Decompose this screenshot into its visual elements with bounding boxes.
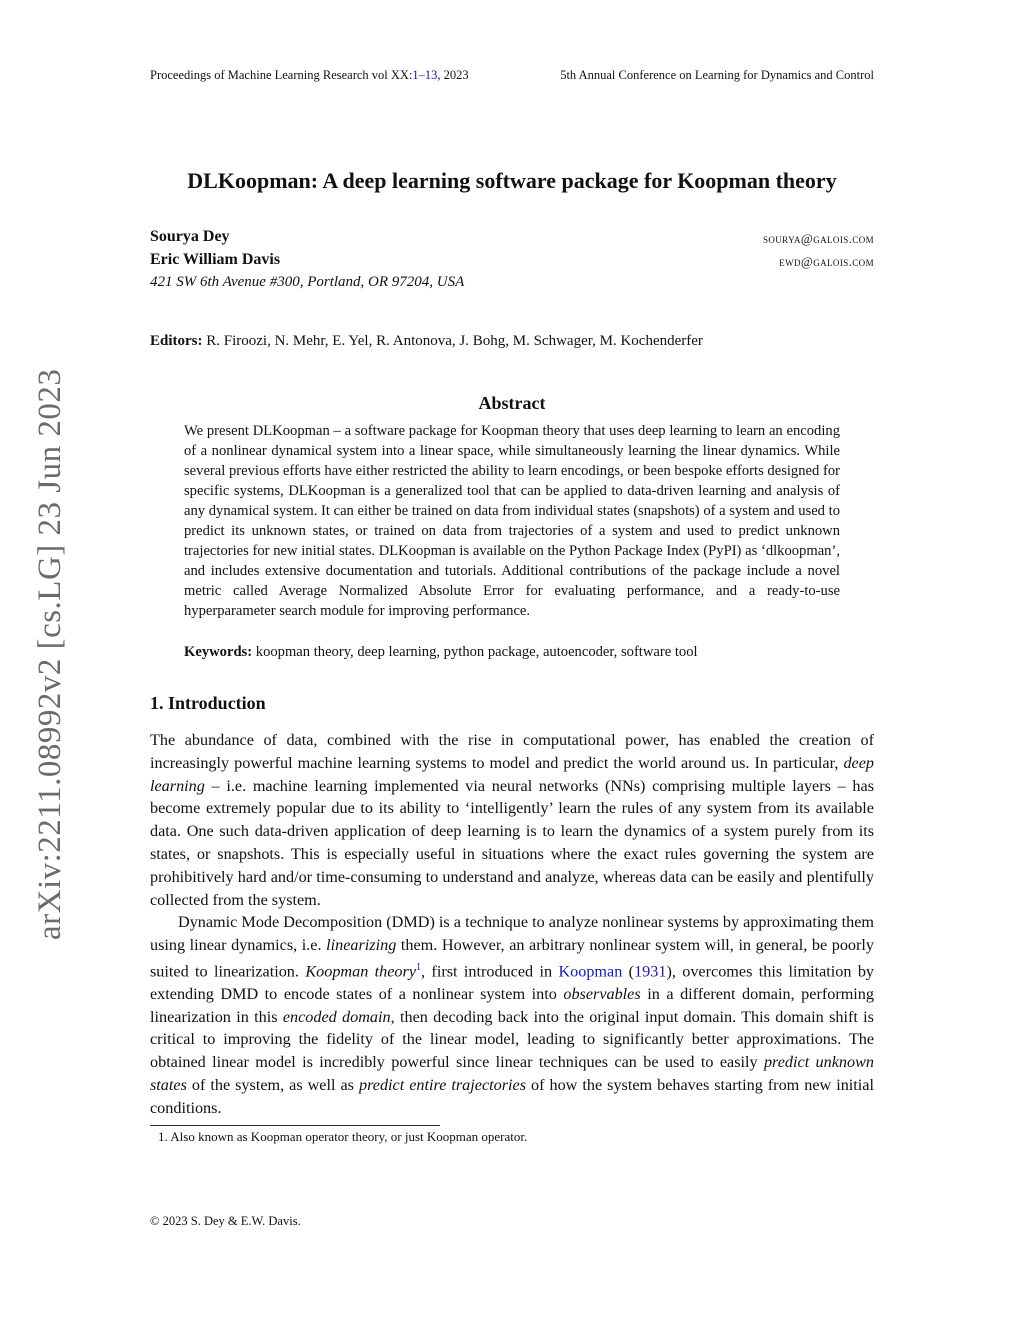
- text-run: ), overcomes this limitation by extending DMD to encode states of a nonlinear system into: [150, 961, 875, 1003]
- footnote: 1. Also known as Koopman operator theory, or just Koopman operator.: [158, 1129, 528, 1144]
- emphasis: observables: [563, 984, 641, 1003]
- text-run: – i.e. machine learning implemented via neural networks (NNs) comprising multiple layers – has become extremely popular due to its ability to ‘intelligently’ learn the rules of any system from its available data. One such data-driven application of deep learning is to learn the dynamics of a system purely from its states, or snapshots. This is especially useful in situations where the exact rules governing the system are prohibitively hard and/or time-consuming to understand and analyze, whereas data can be easily and plentifully collected from the system.: [150, 776, 874, 909]
- text-run: Dynamic Mode Decomposition (DMD) is a technique to analyze nonlinear systems by approximating them using linear dynamics, i.e.: [150, 913, 874, 954]
- text-run: of the system, as well as: [186, 1075, 359, 1094]
- arxiv-identifier: arXiv:2211.08992v2 [cs.LG] 23 Jun 2023: [32, 368, 68, 940]
- author-address: 421 SW 6th Avenue #300, Portland, OR 97204, USA: [150, 274, 465, 290]
- running-header-left: [150, 68, 469, 83]
- footnote-divider: [150, 1125, 440, 1126]
- section-heading: 1. Introduction: [150, 693, 266, 713]
- editors-names: R. Firoozi, N. Mehr, E. Yel, R. Antonova, J. Bohg, M. Schwager, M. Kochenderfer: [206, 333, 703, 349]
- author-email: ewd@galois.com: [779, 254, 874, 269]
- text-run: The abundance of data, combined with the rise in computational power, has enabled the creation of increasingly powerful machine learning systems to model and predict the world around us. In particular,: [150, 731, 874, 772]
- text-run: them. However, an arbitrary nonlinear system will, in general, be poorly suited to linearization.: [150, 935, 875, 980]
- keywords-list: koopman theory, deep learning, python package, autoencoder, software tool: [255, 644, 698, 660]
- editors-label: Editors:: [150, 333, 203, 349]
- text-run: , then decoding back into the original input domain. This domain shift is critical to improving the fidelity of the linear model, leading to significantly better approximations. The obtained linear model is incredibly powerful since linear techniques can be used to easily: [150, 1007, 874, 1072]
- abstract-body: We present DLKoopman – a software package for Koopman theory that uses deep learning to learn an encoding of a nonlinear dynamical system into a linear space, while simultaneously learning the linear dynamics. While several previous efforts have either restricted the ability to learn encodings, or been bespoke efforts designed for specific systems, DLKoopman is a generalized tool that can be applied to data-driven learning and analysis of any dynamical system. It can either be trained on data from individual states (snapshots) of a system and used to predict its unknown states, or trained on data from trajectories of a system and used to predict unknown trajectories for new initial states. DLKoopman is available on the Python Package Index (PyPI) as ‘dlkoopman’, and includes extensive documentation and tutorials. Additional contributions of the package include a novel metric called Average Normalized Absolute Error for evaluating performance, and a ready-to-use hyperparameter search module for improving performance.: [184, 423, 840, 619]
- emphasis: linearizing: [326, 935, 397, 954]
- paragraph: [150, 911, 874, 1120]
- proceedings-label: Proceedings of Machine Learning Research vol XX:: [150, 68, 413, 82]
- copyright-notice: © 2023 S. Dey & E.W. Davis.: [150, 1214, 301, 1228]
- keywords-label: Keywords:: [184, 644, 253, 660]
- paper-title: DLKoopman: A deep learning software package for Koopman theory: [187, 168, 837, 193]
- emphasis: encoded domain: [282, 1007, 391, 1026]
- emphasis: Koopman theory: [305, 961, 417, 980]
- text-run: in a different domain, performing linearization in this: [150, 984, 874, 1026]
- emphasis: deep learning: [150, 753, 874, 795]
- citation-year-link[interactable]: 1931: [634, 961, 667, 980]
- paragraph: [150, 729, 874, 911]
- author-name: Eric William Davis: [150, 251, 281, 268]
- text-run: , first introduced in: [421, 961, 559, 980]
- author-email: sourya@galois.com: [762, 231, 874, 246]
- text-run: (: [622, 961, 635, 980]
- keywords-line: [184, 644, 840, 661]
- editors-line: [150, 333, 703, 350]
- emphasis: predict unknown states: [150, 1053, 874, 1094]
- page-range-link[interactable]: 1–13: [412, 68, 438, 82]
- emphasis: predict entire trajectories: [358, 1075, 527, 1094]
- running-header-right: 5th Annual Conference on Learning for Dynamics and Control: [560, 68, 874, 82]
- proceedings-year: , 2023: [437, 68, 469, 82]
- abstract-heading: Abstract: [478, 393, 546, 413]
- text-run: of how the system behaves starting from new initial conditions.: [150, 1075, 874, 1117]
- citation-link[interactable]: Koopman: [558, 961, 623, 980]
- footnote-marker-link[interactable]: 1: [416, 961, 422, 973]
- author-name: Sourya Dey: [150, 228, 230, 245]
